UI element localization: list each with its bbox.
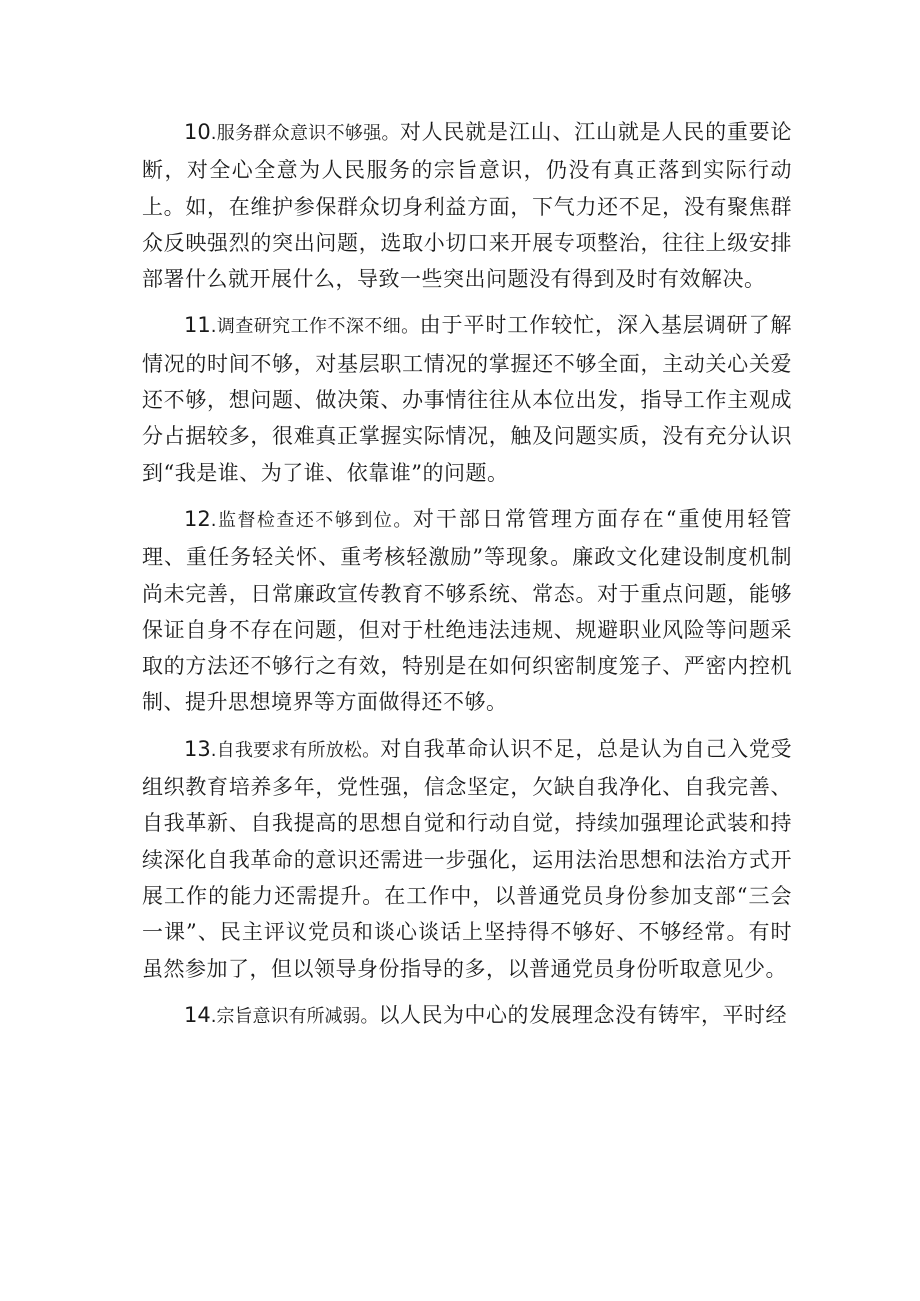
item-number: 12 [184, 506, 211, 531]
item-heading: .监督检查还不够到位。 [210, 509, 413, 531]
item-number: 14 [184, 1002, 211, 1027]
item-number: 11 [184, 313, 211, 338]
paragraph-13 [142, 731, 792, 987]
item-body: 对干部日常管理方面存在“重使用轻管理、重任务轻关怀、重考核轻激励”等现象。廉政文化建设制度机制尚未完善，日常廉政宣传教育不够系统、常态。对于重点问题，能够保证自身不存在问题，但对于杜绝违法违规、规避职业风险等问题采取的方法还不够行之有效，特别是在如何织密制度笼子、严密内控机制、提升思想境界等方面做得还不够。 [142, 506, 792, 715]
paragraph-14 [142, 997, 792, 1035]
item-number: 13 [184, 736, 211, 761]
item-body: 以人民为中心的发展理念没有铸牢，平时经 [378, 1002, 787, 1027]
item-body: 对自我革命认识不足，总是认为自己入党受组织教育培养多年，党性强，信念坚定，欠缺自我净化、自我完善、自我革新、自我提高的思想自觉和行动自觉，持续加强理论武装和持续深化自我革命的意识还需进一步强化，运用法治思想和法治方式开展工作的能力还需提升。在工作中，以普通党员身份参加支部“三会一课”、民主评议党员和谈心谈话上坚持得不够好、不够经常。有时虽然参加了，但以领导身份指导的多，以普通党员身份听取意见少。 [142, 736, 792, 981]
item-body: 由于平时工作较忙，深入基层调研了解情况的时间不够，对基层职工情况的掌握还不够全面，主动关心关爱还不够，想问题、做决策、办事情往往从本位出发，指导工作主观成分占据较多，很难真正掌握实际情况，触及问题实质，没有充分认识到“我是谁、为了谁、依靠谁”的问题。 [142, 313, 792, 485]
item-heading: .服务群众意识不够强。 [210, 123, 400, 144]
item-heading: .自我要求有所放松。 [210, 739, 381, 761]
item-number: 10 [184, 120, 211, 144]
paragraph-11 [142, 307, 792, 490]
paragraph-12 [142, 501, 792, 721]
item-heading: .宗旨意识有所减弱。 [210, 1005, 379, 1027]
item-heading: .调查研究工作不深不细。 [210, 316, 420, 338]
item-body: 对人民就是江山、江山就是人民的重要论断，对全心全意为人民服务的宗旨意识，仍没有真正落到实际行动上。如，在维护参保群众切身利益方面，下气力还不足，没有聚焦群众反映强烈的突出问题，选取小切口来开展专项整治，往往上级安排部署什么就开展什么，导致一些突出问题没有得到及时有效解决。 [142, 120, 792, 292]
paragraph-10 [142, 114, 792, 297]
document-page [142, 114, 792, 1045]
